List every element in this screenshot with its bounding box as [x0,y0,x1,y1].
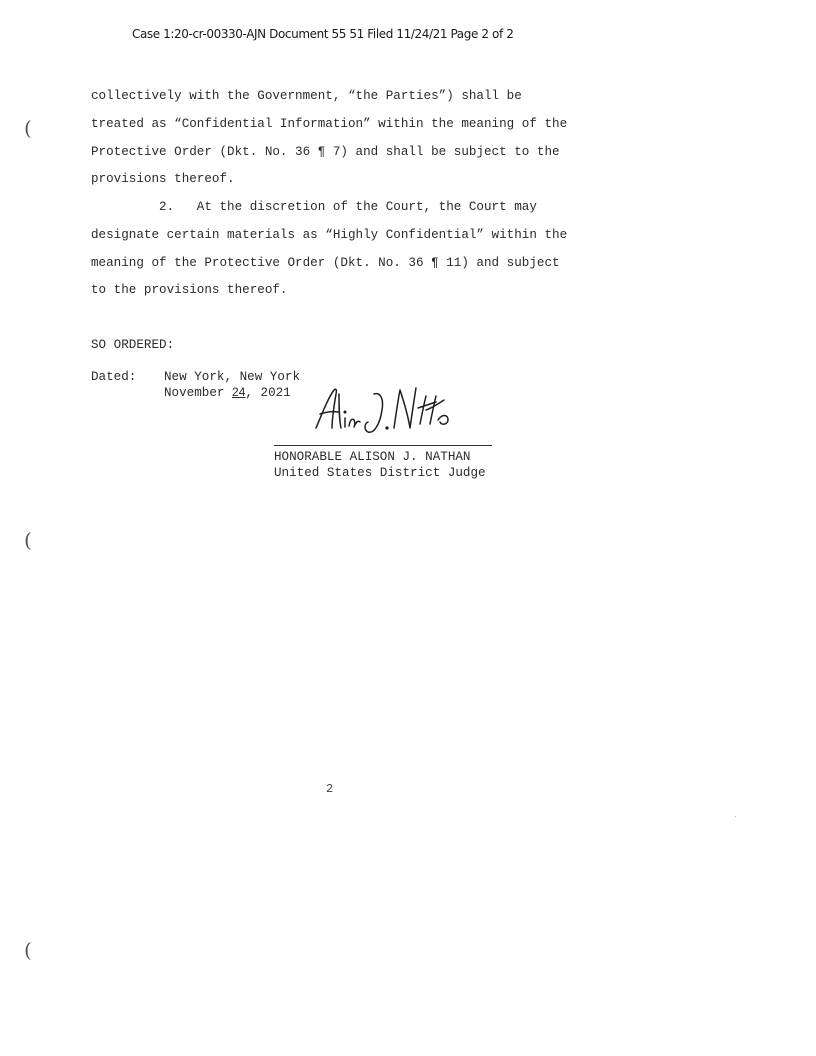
judge-title: United States District Judge [274,466,486,480]
date-year: , 2021 [245,386,291,400]
so-ordered-label: SO ORDERED: [91,338,175,352]
paragraph-2-line-4: to the provisions thereof. [91,283,288,297]
margin-mark: ( [24,528,32,552]
paragraph-1-line-2: treated as “Confidential Information” within the meaning of the [91,117,568,131]
paragraph-1-line-4: provisions thereof. [91,172,235,186]
dated-place: New York, New York [164,370,301,384]
date-day: 24 [232,385,246,399]
dated-date [164,385,291,400]
judge-name: HONORABLE ALISON J. NATHAN [274,450,471,464]
paragraph-2-line-2: designate certain materials as “Highly Confidential” within the [91,228,568,242]
paragraph-1-line-1: collectively with the Government, “the Parties”) shall be [91,89,522,103]
margin-mark: ( [24,938,32,962]
paragraph-1-line-3: Protective Order (Dkt. No. 36 ¶ 7) and shall be subject to the [91,145,560,159]
signature-line [274,445,492,446]
date-month: November [164,386,225,400]
scan-speck [735,816,736,817]
judge-signature [312,384,452,436]
margin-mark: ( [24,116,32,140]
paragraph-2-line-3: meaning of the Protective Order (Dkt. No. 36 ¶ 11) and subject [91,256,560,270]
paragraph-2-line-1: 2. At the discretion of the Court, the Court may [91,200,537,214]
case-header: Case 1:20-cr-00330-AJN Document 55 51 Filed 11/24/21 Page 2 of 2 [132,27,514,41]
dated-label: Dated: [91,370,137,384]
page-number: 2 [326,782,334,796]
